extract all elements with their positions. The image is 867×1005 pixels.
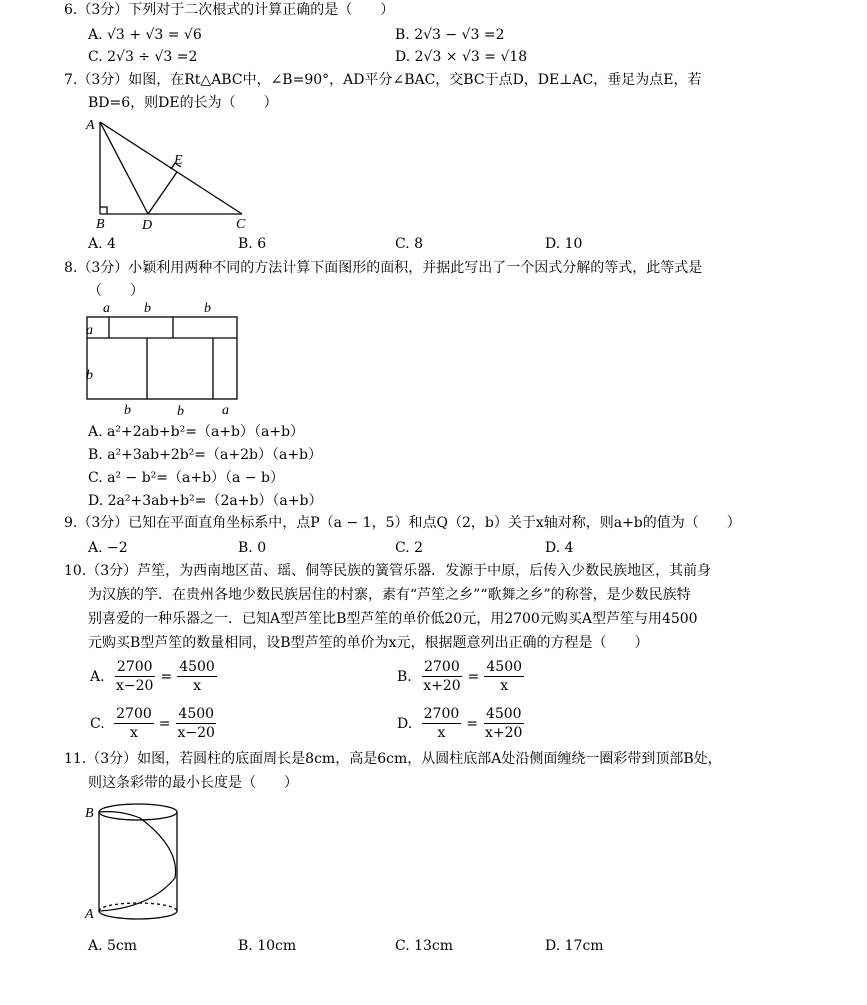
fraction [483,705,524,742]
question-10-line-3: 别喜爱的一种乐器之一．已知A型芦笙比B型芦笙的单价低20元，用2700元购买A型芦笙与用4500 [88,611,698,627]
question-11-line-2: 则这条彩带的最小长度是（ ） [88,775,298,791]
fraction [114,658,155,695]
question-11-line-1: 11.（3分）如图，若圆柱的底面周长是8cm，高是6cm，从圆柱底部A处沿侧面缠绕一圈彩带到顶部B处， [64,751,722,767]
denominator: x+20 [485,725,523,741]
q9-option-c: C. 2 [395,540,424,556]
q11-option-a: A. 5cm [88,938,138,954]
q11-option-c: C. 13cm [395,938,454,954]
label-top-b2: b [204,301,211,316]
denominator: x−20 [116,678,154,694]
q9-option-d: D. 4 [545,540,574,556]
label-top-b1: b [144,301,151,316]
label-d: D [142,218,153,233]
q10-option-d [395,705,527,742]
label-bottom-b2: b [177,404,184,419]
q10-option-b [395,658,527,695]
question-6-stem: 6.（3分）下列对于二次根式的计算正确的是（ ） [64,2,395,18]
option-label: C. [90,715,105,732]
equals-sign: = [466,715,479,732]
q7-option-c: C. 8 [395,236,424,252]
question-8-line-2: （ ） [88,283,144,299]
denominator: x [129,725,138,741]
q7-option-a: A. 4 [88,236,116,252]
denominator: x [437,725,446,741]
q8-option-c: C. a² − b²=（a+b）（a − b） [88,470,284,486]
numerator: 4500 [486,659,523,675]
option-label: A. [90,668,105,685]
label-bottom-a: a [222,403,229,418]
label-b: B [96,217,105,232]
q11-option-d: D. 17cm [545,938,604,954]
fraction [177,658,217,695]
equals-sign: = [158,715,171,732]
numerator: 2700 [424,659,460,675]
fraction [114,705,154,742]
label-a: A [86,118,95,133]
q7-option-d: D. 10 [545,236,583,252]
numerator: 4500 [485,706,522,722]
option-label: B. [397,668,412,685]
equals-sign: = [160,668,173,685]
denominator: x+20 [423,678,461,694]
question-8-line-1: 8.（3分）小颖利用两种不同的方法计算下面图形的面积，并据此写出了一个因式分解的等式，此等式是 [64,260,703,276]
fraction [421,658,462,695]
q6-option-a: A. √3 + √3 = √6 [88,27,202,43]
equals-sign: = [467,668,480,685]
rectangle-figure [80,300,250,420]
question-10-line-1: 10.（3分）芦笙，为西南地区苗、瑶、侗等民族的簧管乐器．发源于中原，后传入少数民族地区，其前身 [64,563,712,579]
q10-option-c [88,705,220,742]
denominator: x [500,678,509,694]
q10-option-a [88,658,220,695]
numerator: 2700 [116,659,153,675]
question-9-stem: 9.（3分）已知在平面直角坐标系中，点P（a − 1，5）和点Q（2，b）关于x轴对称，则a+b的值为（ ） [64,515,741,531]
numerator: 2700 [116,706,152,722]
question-10-line-4: 元购买B型芦笙的数量相同，设B型芦笙的单价为x元，根据题意列出正确的方程是（ ） [88,635,649,651]
label-b: B [85,806,94,821]
label-c: C [236,217,246,232]
label-left-b: b [86,368,93,383]
option-label: D. [397,715,413,732]
denominator: x [193,678,201,694]
fraction [484,658,524,695]
q6-option-c: C. 2√3 ÷ √3 =2 [88,49,198,65]
q8-option-b: B. a²+3ab+2b²=（a+2b）（a+b） [88,447,323,463]
q9-option-a: A. −2 [88,540,128,556]
q11-option-b: B. 10cm [238,938,297,954]
label-top-a: a [103,301,110,316]
numerator: 4500 [179,659,215,675]
q6-option-d: D. 2√3 × √3 = √18 [395,49,528,65]
label-a: A [85,907,94,922]
question-7-line-2: BD=6，则DE的长为（ ） [88,95,278,111]
denominator: x−20 [177,725,215,741]
label-e: E [174,153,183,168]
q8-option-d: D. 2a²+3ab+b²=（2a+b）（a+b） [88,493,323,509]
q8-option-a: A. a²+2ab+b²=（a+b）（a+b） [88,424,305,440]
question-10-line-2: 为汉族的竽．在贵州各地少数民族居住的村寨，素有“芦笙之乡”“歌舞之乡”的称誉，是少数民族特 [88,587,691,603]
cylinder-figure [80,798,190,928]
fraction [176,705,217,742]
label-left-a: a [86,323,93,338]
numerator: 2700 [423,706,460,722]
label-bottom-b1: b [124,403,131,418]
q6-option-b: B. 2√3 − √3 =2 [395,27,505,43]
question-7-line-1: 7.（3分）如图，在Rt△ABC中，∠B=90°，AD平分∠BAC，交BC于点D，DE⊥AC，垂足为点E，若 [64,72,702,88]
numerator: 4500 [178,706,215,722]
q9-option-b: B. 0 [238,540,267,556]
q7-option-b: B. 6 [238,236,267,252]
triangle-figure [80,112,260,234]
fraction [422,705,462,742]
